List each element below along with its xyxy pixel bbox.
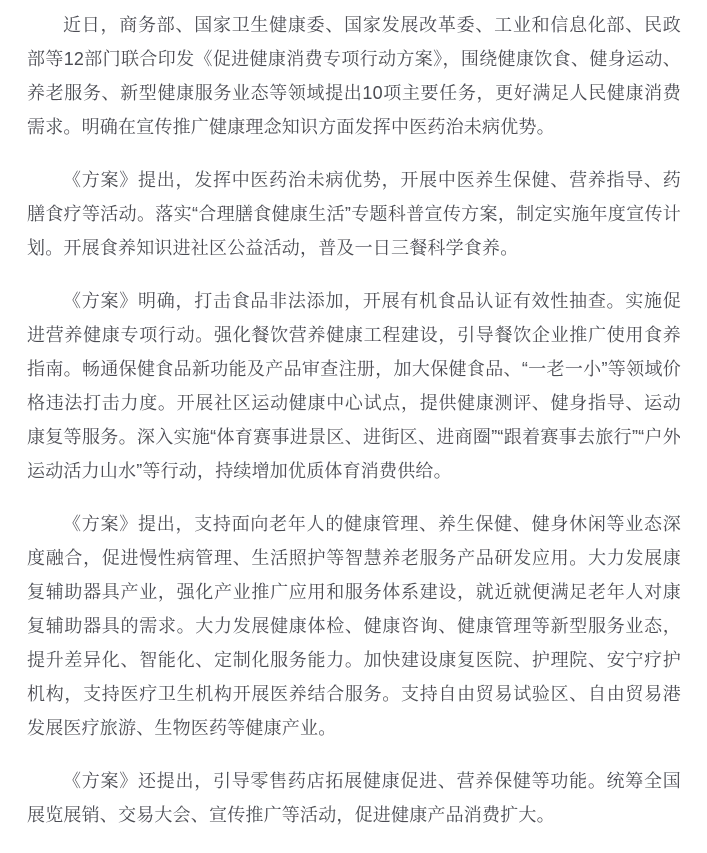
paragraph-intro: 近日，商务部、国家卫生健康委、国家发展改革委、工业和信息化部、民政部等12部门联合印发《促进健康消费专项行动方案》，围绕健康饮食、健身运动、养老服务、新型健康服务业态等领域提出10项主要任务，更好满足人民健康消费需求。明确在宣传推广健康理念知识方面发挥中医药治未病优势。: [27, 15, 681, 137]
paragraph-pharmacy: 《方案》还提出，引导零售药店拓展健康促进、营养保健等功能。统筹全国展览展销、交易大会、宣传推广等活动，促进健康产品消费扩大。: [27, 771, 681, 825]
paragraph-elderly: 《方案》提出，支持面向老年人的健康管理、养生保健、健身休闲等业态深度融合，促进慢性病管理、生活照护等智慧养老服务产品研发应用。大力发展康复辅助器具产业，强化产业推广应用和服务体系建设，就近就便满足老年人对康复辅助器具的需求。大力发展健康体检、健康咨询、健康管理等新型服务业态，提升差异化、智能化、定制化服务能力。加快建设康复医院、护理院、安宁疗护机构，支持医疗卫生机构开展医养结合服务。支持自由贸易试验区、自由贸易港发展医疗旅游、生物医药等健康产业。: [27, 514, 681, 738]
paragraph-tcm-diet: 《方案》提出，发挥中医药治未病优势，开展中医养生保健、营养指导、药膳食疗等活动。落实“合理膳食健康生活”专题科普宣传方案，制定实施年度宣传计划。开展食养知识进社区公益活动，普及一日三餐科学食养。: [27, 170, 681, 258]
paragraph-food-sport: 《方案》明确，打击食品非法添加，开展有机食品认证有效性抽查。实施促进营养健康专项行动。强化餐饮营养健康工程建设，引导餐饮企业推广使用食养指南。畅通保健食品新功能及产品审查注册，加大保健食品、“一老一小”等领域价格违法打击力度。开展社区运动健康中心试点，提供健康测评、健身指导、运动康复等服务。深入实施“体育赛事进景区、进街区、进商圈”“跟着赛事去旅行”“户外运动活力山水”等行动，持续增加优质体育消费供给。: [27, 291, 681, 481]
